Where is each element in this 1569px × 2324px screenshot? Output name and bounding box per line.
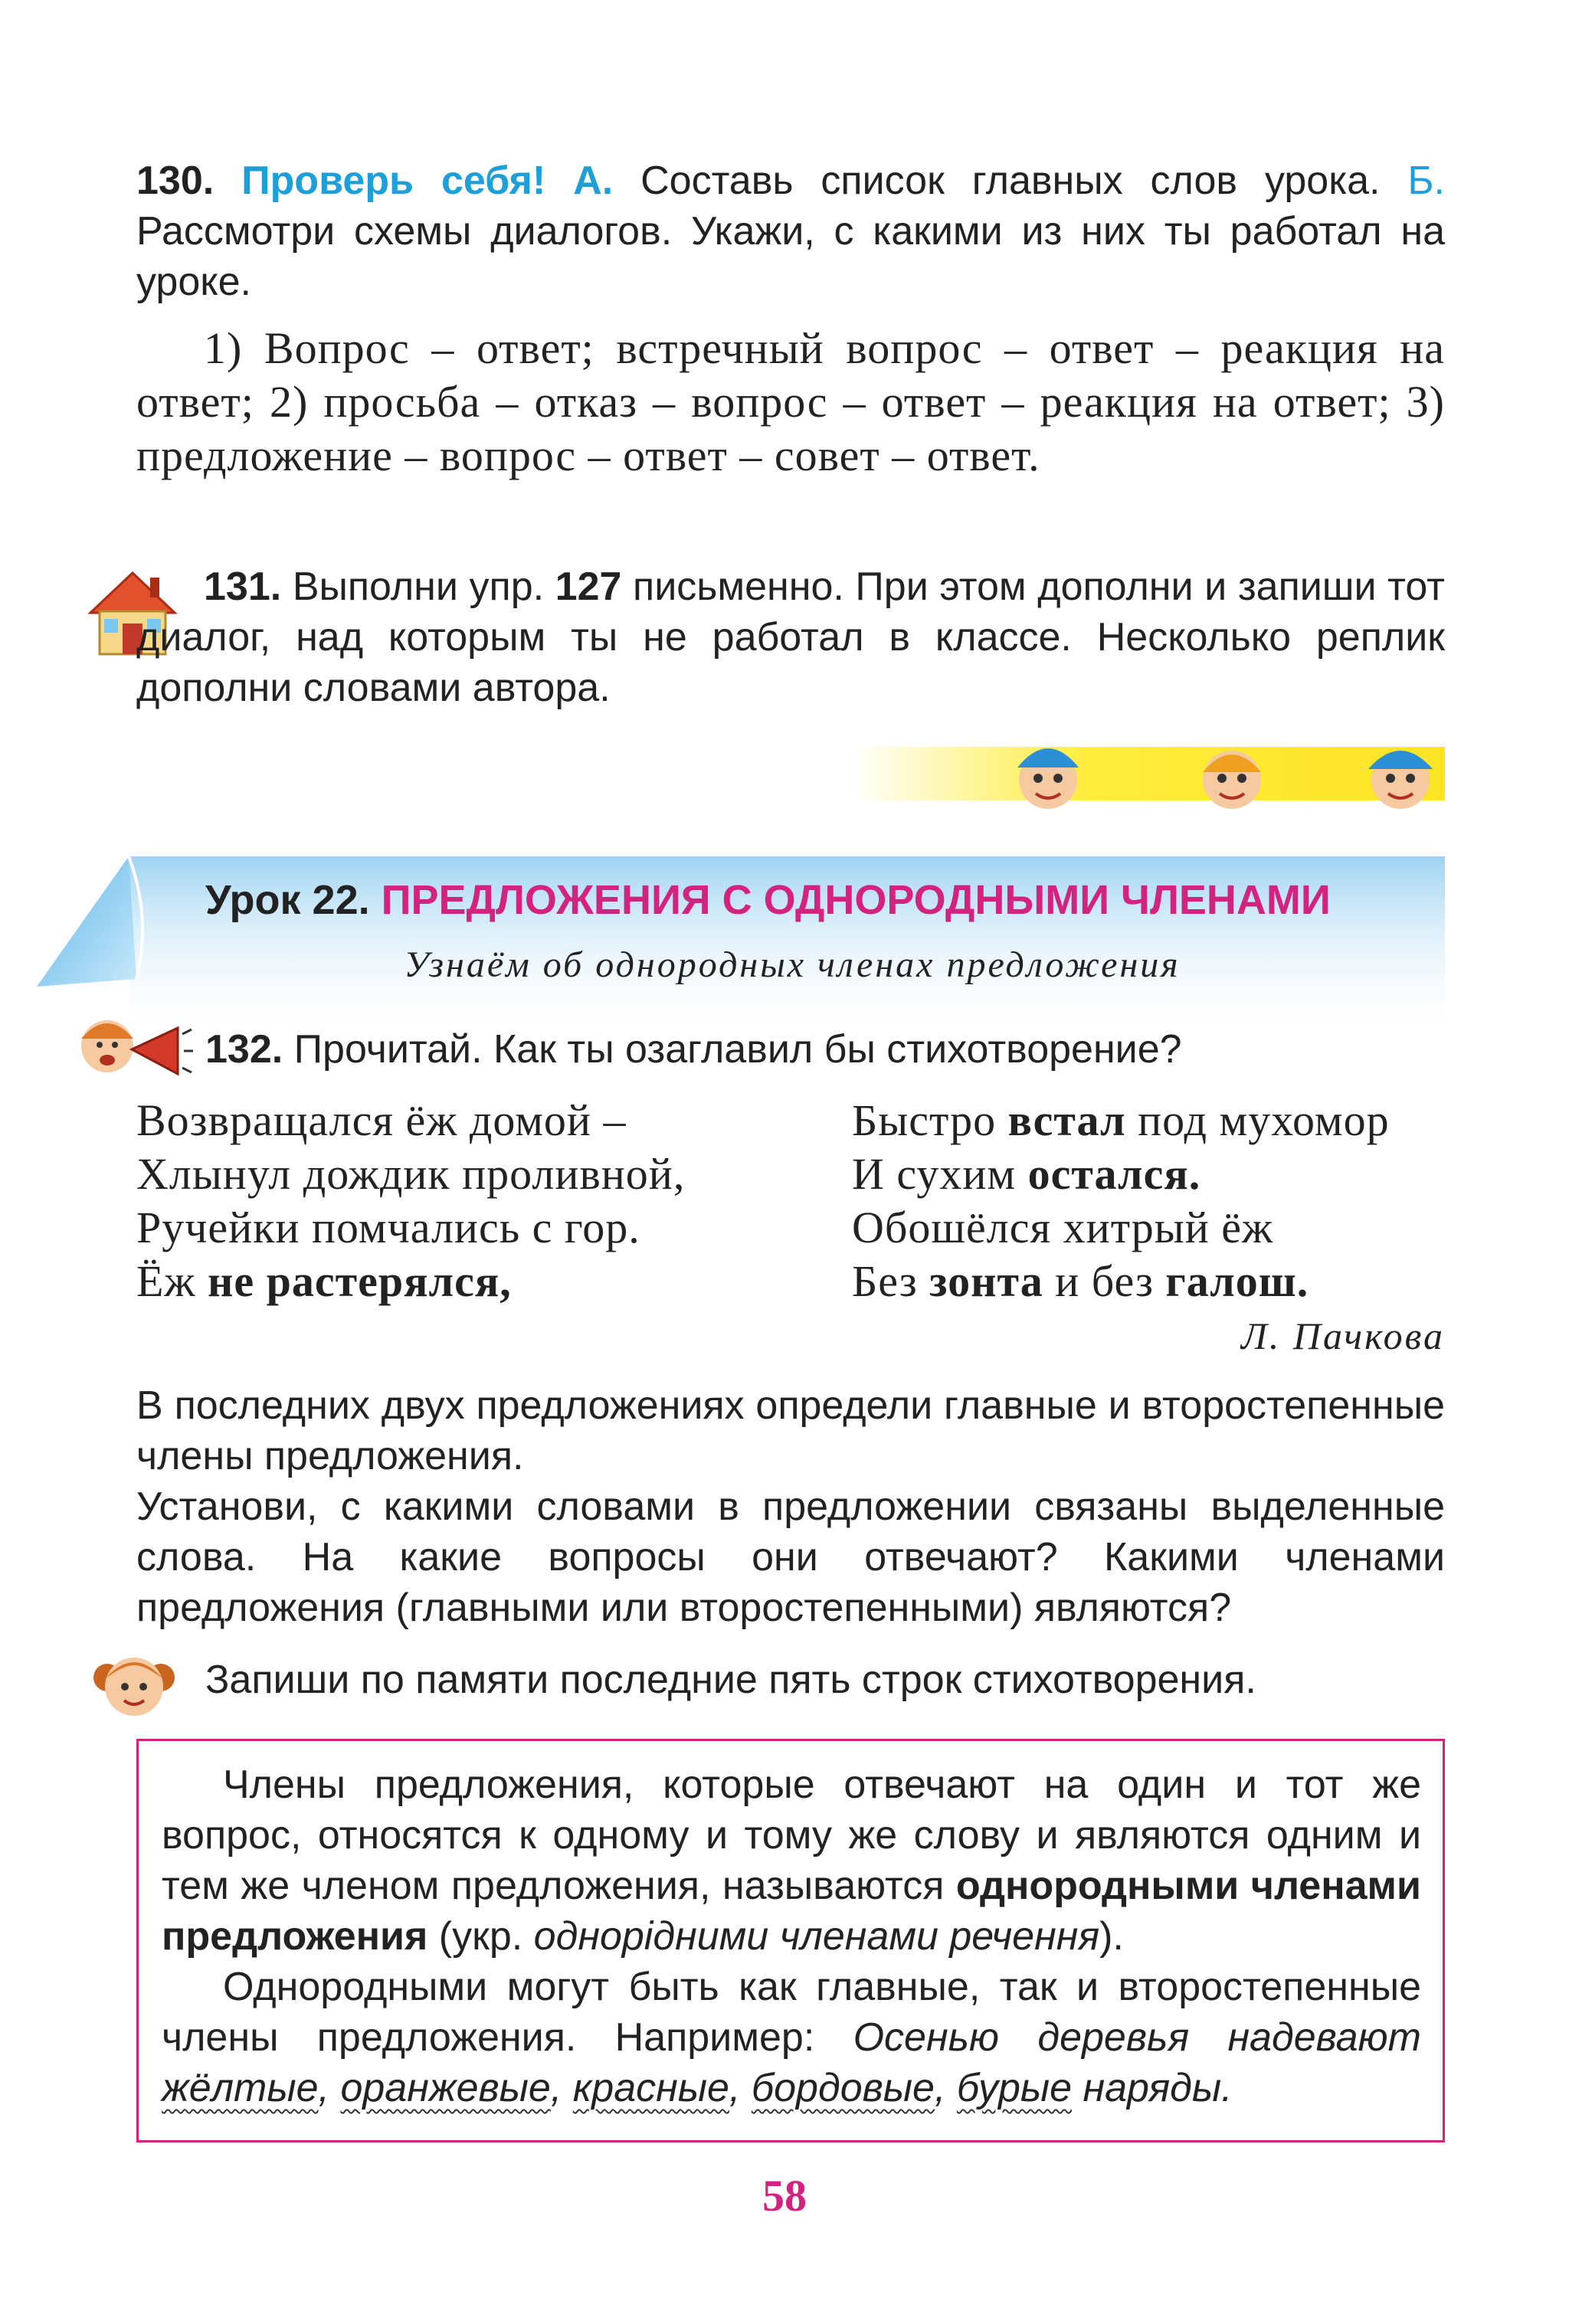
rule-paragraph: Однородными могут быть как главные, так и второстепенные члены предложения. Например: Осенью деревья надевают жёлтые, оранжевые, красные, бордовые, бурые наряды.: [162, 1965, 1421, 2110]
poem-line: Ёж не растерялся,: [136, 1256, 512, 1306]
rule-term: однородными членами предложения: [162, 1864, 1421, 1959]
rule-box: [136, 1739, 1445, 2142]
homogeneous-word: оранжевые: [340, 2066, 551, 2110]
lesson-subtitle: Узнаём об однородных членах предложения: [404, 944, 1181, 985]
rule-paragraph: Члены предложения, которые отвечают на один и тот же вопрос, относятся к одному и тому же слову и являются одним и тем же членом предложения, называются однородными членами предложения (укр. однорідними членами речення).: [162, 1763, 1421, 1959]
task-b: Рассмотри схемы диалогов. Укажи, с какими из них ты работал на уроке.: [136, 209, 1445, 304]
poem-line: Хлынул дождик проливной,: [136, 1149, 686, 1199]
exercise-number: 130.: [136, 159, 215, 203]
poem-line: И сухим остался.: [852, 1149, 1201, 1199]
lesson-label: Урок 22.: [205, 877, 370, 923]
poem-left-column: [136, 1094, 685, 1308]
poem-right-column: [852, 1094, 1390, 1308]
check-label: Проверь себя! А.: [241, 159, 614, 203]
homogeneous-word: жёлтые: [162, 2066, 319, 2110]
poem-line: Быстро встал под мухомор: [852, 1095, 1390, 1145]
poem-line: Ручейки помчались с гор.: [136, 1203, 640, 1252]
highlighted-words: не растерялся,: [208, 1256, 512, 1306]
dialogue-schemes: 1) Вопрос – ответ; встречный вопрос – ответ – реакция на ответ; 2) просьба – отказ – вопрос – ответ – реакция на ответ; 3) предложение – вопрос – ответ – совет – ответ.: [136, 323, 1445, 480]
exercise-132: [205, 1024, 1182, 1075]
exercise-131: [136, 561, 1445, 713]
example-sentence: Осенью деревья надевают жёлтые, оранжевые, красные, бордовые, бурые наряды.: [162, 2015, 1421, 2110]
highlighted-word: галош.: [1165, 1256, 1309, 1306]
exercise-number: 131.: [204, 565, 282, 609]
task-paragraph: Установи, с какими словами в предложении связаны выделенные слова. На какие вопросы они отвечают? Какими членами предложения (главными или второстепенными) являются?: [136, 1484, 1445, 1630]
highlighted-word: встал: [1007, 1095, 1126, 1145]
highlighted-word: остался.: [1027, 1149, 1201, 1199]
lesson-title: [205, 875, 1331, 925]
poem-author: Л. Пачкова: [1240, 1314, 1445, 1357]
task-text: письменно. При этом дополни и запиши тот диалог, над которым ты не работал в классе. Несколько реплик дополни словами автора.: [136, 565, 1445, 710]
task-paragraph: В последних двух предложениях определи главные и второстепенные члены предложения.: [136, 1383, 1445, 1478]
page-number: 58: [762, 2171, 807, 2221]
homogeneous-word: бурые: [956, 2066, 1073, 2110]
girl-icon: [84, 1639, 184, 1731]
task-write: Запиши по памяти последние пять строк стихотворения.: [205, 1658, 1256, 1702]
kid-face-icon: [1354, 729, 1446, 821]
homogeneous-word: красные: [572, 2066, 729, 2110]
poem-line: Без зонта и без галош.: [852, 1256, 1309, 1306]
task-text: Выполни упр.: [292, 565, 545, 609]
poem-line: Обошёлся хитрый ёж: [852, 1203, 1274, 1252]
homogeneous-word: бордовые: [751, 2066, 935, 2110]
megaphone-boy-icon: [70, 1003, 193, 1088]
exercise-130: [136, 155, 1445, 307]
label-b: Б.: [1407, 159, 1445, 203]
task-text: Прочитай. Как ты озаглавил бы стихотворение?: [293, 1027, 1182, 1072]
exercise-ref: 127: [555, 565, 622, 609]
exercise-number: 132.: [205, 1027, 283, 1072]
highlighted-word: зонта: [929, 1256, 1043, 1306]
kid-face-icon: [1186, 729, 1278, 821]
ukrainian-term: однорідними членами речення: [533, 1914, 1100, 1959]
kid-face-icon: [1002, 729, 1094, 821]
lesson-topic: ПРЕДЛОЖЕНИЯ С ОДНОРОДНЫМИ ЧЛЕНАМИ: [381, 877, 1331, 923]
task-a: Составь список главных слов урока.: [640, 159, 1381, 203]
poem-line: Возвращался ёж домой –: [136, 1095, 627, 1145]
